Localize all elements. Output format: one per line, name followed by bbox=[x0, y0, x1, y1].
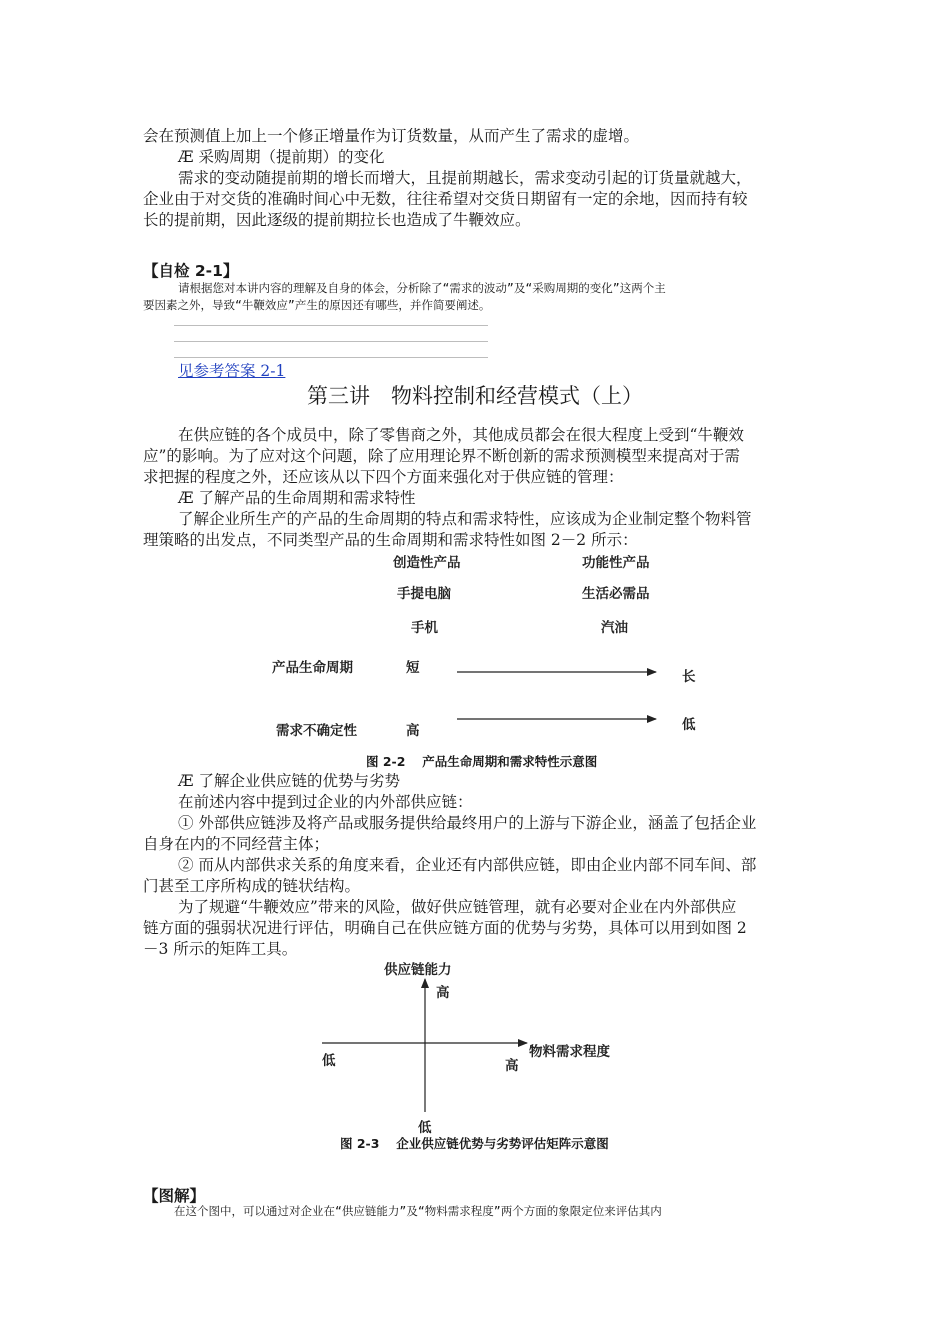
bullet-heading: Æ 了解产品的生命周期和需求特性 bbox=[178, 489, 416, 507]
paragraph-text: 长的提前期，因此逐级的提前期拉长也造成了牛鞭效应。 bbox=[143, 211, 531, 229]
fig22-col-functional: 功能性产品 bbox=[582, 555, 650, 571]
paragraph-text: 为了规避“牛鞭效应”带来的风险，做好供应链管理，就有必要对企业在内外部供应 bbox=[178, 898, 737, 916]
fig22-row-end: 低 bbox=[682, 717, 696, 733]
fig23-x-axis-label: 物料需求程度 bbox=[529, 1044, 610, 1060]
fig23-y-low: 低 bbox=[418, 1120, 432, 1136]
paragraph-text: 自身在内的不同经营主体； bbox=[143, 835, 330, 853]
paragraph-text: 在前述内容中提到过企业的内外部供应链： bbox=[178, 793, 473, 811]
paragraph-text: ② 而从内部供求关系的角度来看，企业还有内部供应链，即由企业内部不同车间、部 bbox=[178, 856, 757, 874]
fig22-example: 手机 bbox=[411, 620, 438, 636]
fig22-row-start: 高 bbox=[406, 723, 420, 739]
fig22-example: 汽油 bbox=[601, 620, 628, 636]
fig22-row-start: 短 bbox=[406, 660, 420, 676]
paragraph-text: 在供应链的各个成员中，除了零售商之外，其他成员都会在很大程度上受到“牛鞭效 bbox=[178, 426, 744, 444]
paragraph-text: 会在预测值上加上一个修正增量作为订货数量，从而产生了需求的虚增。 bbox=[143, 127, 640, 145]
fig22-row-end: 长 bbox=[682, 669, 696, 685]
paragraph-text: 链方面的强弱状况进行评估，明确自己在供应链方面的优势与劣势，具体可以用到如图 2 bbox=[143, 919, 747, 937]
answer-link[interactable]: 见参考答案 2-1 bbox=[178, 362, 286, 380]
fig23-y-axis-label: 供应链能力 bbox=[384, 962, 452, 978]
paragraph-text: 了解企业所生产的产品的生命周期的特点和需求特性，应该成为企业制定整个物料管 bbox=[178, 510, 752, 528]
fig23-y-high: 高 bbox=[436, 985, 450, 1001]
fig22-col-creative: 创造性产品 bbox=[393, 555, 461, 571]
fig23-caption: 图 2-3 企业供应链优势与劣势评估矩阵示意图 bbox=[340, 1136, 609, 1151]
paragraph-text: 门甚至工序所构成的链状结构。 bbox=[143, 877, 361, 895]
diagram-note-text: 在这个图中，可以通过对企业在“供应链能力”及“物料需求程度”两个方面的象限定位来评估其内 bbox=[174, 1204, 662, 1218]
selfcheck-question: 请根据您对本讲内容的理解及自身的体会，分析除了“需求的波动”及“采购周期的变化”这两个主 bbox=[178, 281, 666, 295]
selfcheck-heading: 【自检 2-1】 bbox=[143, 262, 239, 280]
fig23-x-high: 高 bbox=[505, 1058, 519, 1074]
bullet-heading: Æ 了解企业供应链的优势与劣势 bbox=[178, 772, 400, 790]
fig22-row-uncertainty: 需求不确定性 bbox=[276, 723, 357, 739]
fig22-example: 生活必需品 bbox=[582, 586, 650, 602]
paragraph-text: －3 所示的矩阵工具。 bbox=[143, 940, 298, 958]
fig22-caption: 图 2-2 产品生命周期和需求特性示意图 bbox=[366, 754, 598, 769]
paragraph-text: 企业由于对交货的准确时间心中无数，往往希望对交货日期留有一定的余地，因而持有较 bbox=[143, 190, 748, 208]
fig22-row-lifecycle: 产品生命周期 bbox=[272, 660, 353, 676]
selfcheck-question: 要因素之外，导致“牛鞭效应”产生的原因还有哪些，并作简要阐述。 bbox=[143, 298, 491, 312]
fig23-x-low: 低 bbox=[322, 1053, 336, 1069]
paragraph-text: 应”的影响。为了应对这个问题，除了应用理论界不断创新的需求预测模型来提高对于需 bbox=[143, 447, 740, 465]
diagram-note-heading: 【图解】 bbox=[143, 1187, 206, 1205]
paragraph-text: ① 外部供应链涉及将产品或服务提供给最终用户的上游与下游企业，涵盖了包括企业 bbox=[178, 814, 757, 832]
fig22-example: 手提电脑 bbox=[397, 586, 451, 602]
paragraph-text: 求把握的程度之外，还应该从以下四个方面来强化对于供应链的管理： bbox=[143, 468, 624, 486]
paragraph-text: 理策略的出发点，不同类型产品的生命周期和需求特性如图 2－2 所示： bbox=[143, 531, 638, 549]
lecture-title: 第三讲 物料控制和经营模式（上） bbox=[307, 384, 643, 408]
bullet-heading: Æ 采购周期（提前期）的变化 bbox=[178, 148, 385, 166]
paragraph-text: 需求的变动随提前期的增长而增大，且提前期越长，需求变动引起的订货量就越大， bbox=[178, 169, 752, 187]
